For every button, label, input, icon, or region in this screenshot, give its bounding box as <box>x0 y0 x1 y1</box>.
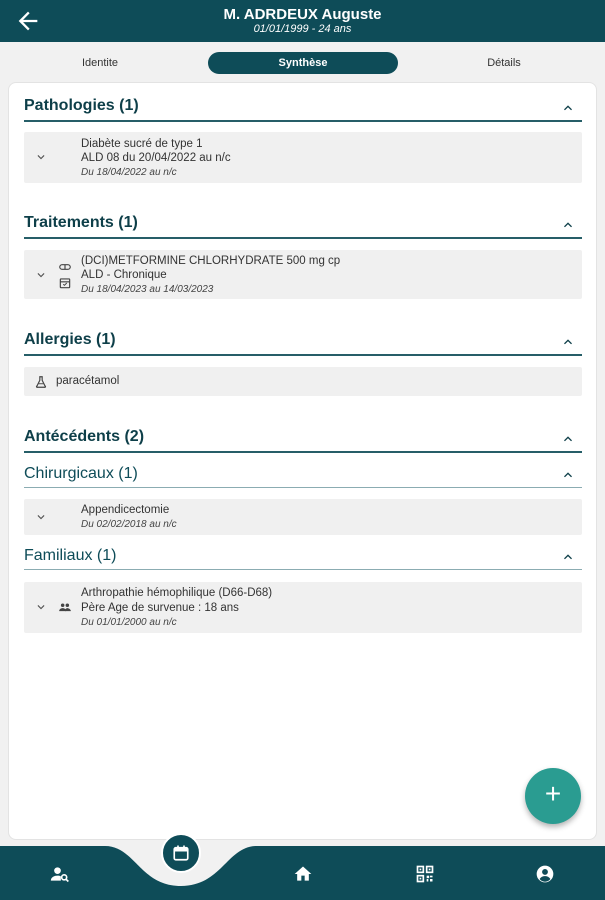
section-divider <box>24 237 582 239</box>
user-search-icon[interactable] <box>50 864 70 884</box>
tab-identite[interactable]: Identite <box>81 57 119 69</box>
family-icon <box>58 600 72 614</box>
traitements-title: Traitements (1) <box>24 214 138 231</box>
section-divider <box>24 120 582 122</box>
chevron-down-icon[interactable] <box>34 150 48 164</box>
pathologies-title: Pathologies (1) <box>24 97 139 114</box>
family-dates: Du 01/01/2000 au n/c <box>81 617 177 628</box>
chevron-up-icon[interactable] <box>560 467 576 483</box>
calendar-icon <box>58 276 72 290</box>
chevron-down-icon[interactable] <box>34 268 48 282</box>
chevron-up-icon[interactable] <box>560 431 576 447</box>
home-icon[interactable] <box>293 864 313 884</box>
surgical-history-item[interactable] <box>24 499 582 535</box>
calendar-icon <box>172 844 190 862</box>
flask-icon <box>34 375 48 389</box>
tab-details[interactable]: Détails <box>487 57 521 69</box>
chevron-up-icon[interactable] <box>560 334 576 350</box>
pill-icon <box>58 260 72 274</box>
pathology-dates: Du 18/04/2022 au n/c <box>81 167 177 178</box>
chirurgicaux-title: Chirurgicaux (1) <box>24 465 138 482</box>
chevron-up-icon[interactable] <box>560 549 576 565</box>
treatment-type: ALD - Chronique <box>81 269 167 281</box>
antecedents-title: Antécédents (2) <box>24 428 145 445</box>
allergies-title: Allergies (1) <box>24 331 116 348</box>
subsection-divider <box>24 487 582 488</box>
allergy-item[interactable] <box>24 367 582 396</box>
app-header <box>0 0 605 42</box>
chevron-down-icon[interactable] <box>34 510 48 524</box>
treatment-dates: Du 18/04/2023 au 14/03/2023 <box>81 284 214 295</box>
allergy-name: paracétamol <box>56 375 120 387</box>
surgery-name: Appendicectomie <box>81 504 170 516</box>
qr-code-icon[interactable] <box>415 864 435 884</box>
calendar-nav-button[interactable] <box>161 833 201 873</box>
pathology-ald: ALD 08 du 20/04/2022 au n/c <box>81 152 231 164</box>
chevron-down-icon[interactable] <box>34 600 48 614</box>
chevron-up-icon[interactable] <box>560 100 576 116</box>
tab-synthese[interactable]: Synthèse <box>208 52 398 74</box>
familiaux-title: Familiaux (1) <box>24 547 117 564</box>
treatment-item[interactable] <box>24 250 582 299</box>
pathology-name: Diabète sucré de type 1 <box>81 138 203 150</box>
section-divider <box>24 451 582 453</box>
family-condition: Arthropathie hémophilique (D66-D68) <box>81 587 273 599</box>
family-history-item[interactable] <box>24 582 582 633</box>
pathology-item[interactable] <box>24 132 582 183</box>
subsection-divider <box>24 569 582 570</box>
treatment-name: (DCI)METFORMINE CHLORHYDRATE 500 mg cp <box>81 255 341 267</box>
plus-icon: + <box>544 778 562 809</box>
surgery-dates: Du 02/02/2018 au n/c <box>81 519 177 530</box>
add-button[interactable] <box>525 768 581 824</box>
patient-birthdate-age: 01/01/1999 - 24 ans <box>253 23 352 35</box>
tab-bar <box>0 48 605 76</box>
account-icon[interactable] <box>535 864 555 884</box>
chevron-up-icon[interactable] <box>560 217 576 233</box>
patient-name: M. ADRDEUX Auguste <box>223 6 382 23</box>
family-relation-age: Père Age de survenue : 18 ans <box>81 602 239 614</box>
synthese-card <box>8 82 597 840</box>
section-divider <box>24 354 582 356</box>
bottom-navigation <box>0 846 605 900</box>
